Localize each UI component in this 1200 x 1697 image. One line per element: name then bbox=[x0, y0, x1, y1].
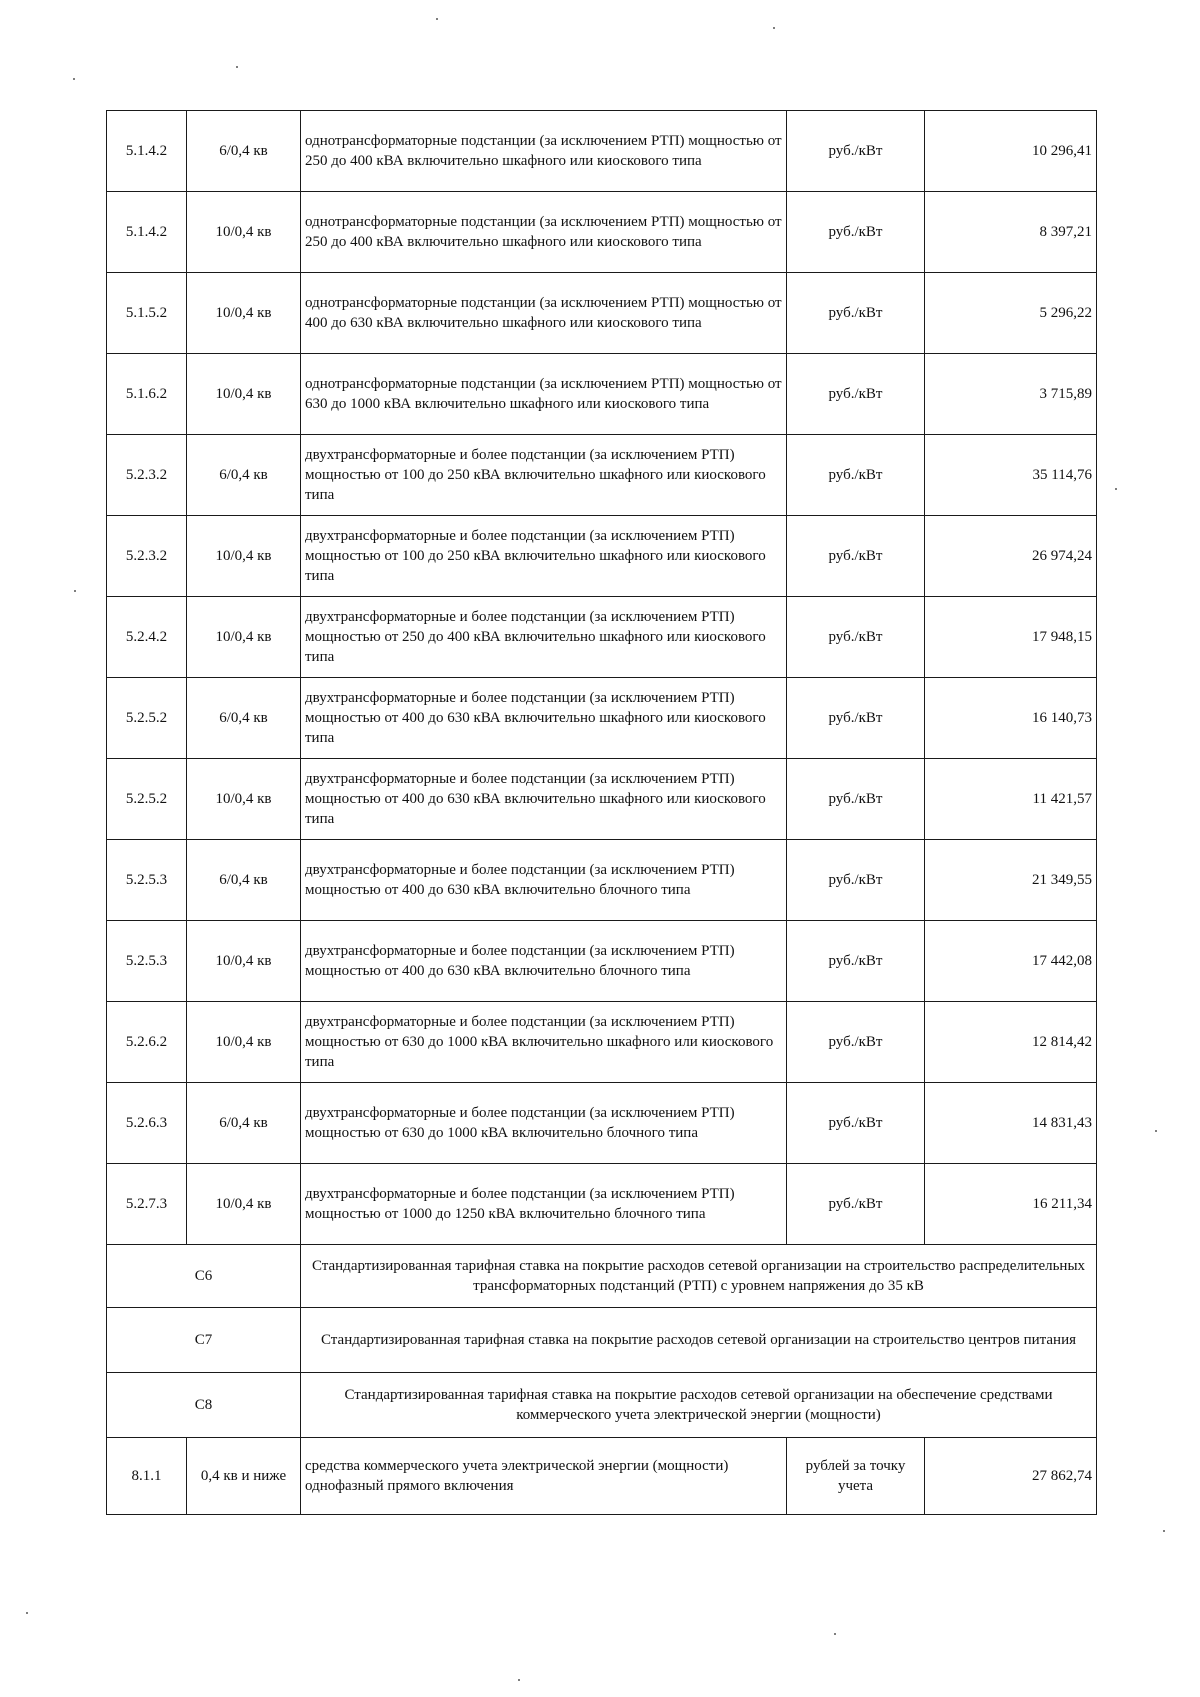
row-voltage: 6/0,4 кв bbox=[187, 840, 301, 921]
section-title: Стандартизированная тарифная ставка на покрытие расходов сетевой организации на строительство распределительных трансформаторных подстанций (РТП) с уровнем напряжения до 35 кВ bbox=[301, 1245, 1097, 1308]
row-description: двухтрансформаторные и более подстанции (за исключением РТП) мощностью от 400 до 630 кВА включительно шкафного или киоскового типа bbox=[301, 678, 787, 759]
section-row bbox=[107, 1373, 1097, 1438]
row-description: однотрансформаторные подстанции (за исключением РТП) мощностью от 250 до 400 кВА включительно шкафного или киоскового типа bbox=[301, 111, 787, 192]
row-description: двухтрансформаторные и более подстанции (за исключением РТП) мощностью от 100 до 250 кВА включительно шкафного или киоскового типа bbox=[301, 516, 787, 597]
section-title: Стандартизированная тарифная ставка на покрытие расходов сетевой организации на строительство центров питания bbox=[301, 1308, 1097, 1373]
row-value: 17 948,15 bbox=[925, 597, 1097, 678]
row-description: двухтрансформаторные и более подстанции (за исключением РТП) мощностью от 400 до 630 кВА включительно шкафного или киоскового типа bbox=[301, 759, 787, 840]
row-description: однотрансформаторные подстанции (за исключением РТП) мощностью от 250 до 400 кВА включительно шкафного или киоскового типа bbox=[301, 192, 787, 273]
section-row bbox=[107, 1308, 1097, 1373]
row-unit: руб./кВт bbox=[787, 354, 925, 435]
scan-speck bbox=[1155, 1130, 1157, 1132]
row-unit: руб./кВт bbox=[787, 435, 925, 516]
row-code: 5.1.4.2 bbox=[107, 111, 187, 192]
row-unit: руб./кВт bbox=[787, 111, 925, 192]
table-row bbox=[107, 273, 1097, 354]
row-voltage: 10/0,4 кв bbox=[187, 516, 301, 597]
row-description: однотрансформаторные подстанции (за исключением РТП) мощностью от 400 до 630 кВА включительно шкафного или киоскового типа bbox=[301, 273, 787, 354]
row-description: однотрансформаторные подстанции (за исключением РТП) мощностью от 630 до 1000 кВА включительно шкафного или киоскового типа bbox=[301, 354, 787, 435]
tariff-table bbox=[106, 110, 1097, 1515]
row-voltage: 10/0,4 кв bbox=[187, 1002, 301, 1083]
scan-speck bbox=[834, 1633, 836, 1635]
row-description: двухтрансформаторные и более подстанции (за исключением РТП) мощностью от 250 до 400 кВА включительно шкафного или киоскового типа bbox=[301, 597, 787, 678]
table-row bbox=[107, 1438, 1097, 1515]
row-code: 5.2.5.2 bbox=[107, 759, 187, 840]
table-row bbox=[107, 1164, 1097, 1245]
row-unit: руб./кВт bbox=[787, 597, 925, 678]
table-row bbox=[107, 111, 1097, 192]
row-code: 5.2.3.2 bbox=[107, 435, 187, 516]
section-code: С8 bbox=[107, 1373, 301, 1438]
row-code: 5.2.3.2 bbox=[107, 516, 187, 597]
row-value: 10 296,41 bbox=[925, 111, 1097, 192]
row-value: 14 831,43 bbox=[925, 1083, 1097, 1164]
row-unit: руб./кВт bbox=[787, 759, 925, 840]
section-title: Стандартизированная тарифная ставка на покрытие расходов сетевой организации на обеспечение средствами коммерческого учета электрической энергии (мощности) bbox=[301, 1373, 1097, 1438]
scan-speck bbox=[436, 18, 438, 20]
row-unit: руб./кВт bbox=[787, 516, 925, 597]
row-code: 5.2.6.3 bbox=[107, 1083, 187, 1164]
row-voltage: 10/0,4 кв bbox=[187, 1164, 301, 1245]
section-row bbox=[107, 1245, 1097, 1308]
table-row bbox=[107, 435, 1097, 516]
scan-speck bbox=[773, 27, 775, 29]
row-description: двухтрансформаторные и более подстанции (за исключением РТП) мощностью от 630 до 1000 кВА включительно шкафного или киоскового типа bbox=[301, 1002, 787, 1083]
row-voltage: 10/0,4 кв bbox=[187, 273, 301, 354]
scan-speck bbox=[74, 590, 76, 592]
row-voltage: 10/0,4 кв bbox=[187, 192, 301, 273]
row-value: 21 349,55 bbox=[925, 840, 1097, 921]
row-description: двухтрансформаторные и более подстанции (за исключением РТП) мощностью от 100 до 250 кВА включительно шкафного или киоскового типа bbox=[301, 435, 787, 516]
row-voltage: 6/0,4 кв bbox=[187, 1083, 301, 1164]
row-value: 16 140,73 bbox=[925, 678, 1097, 759]
scan-speck bbox=[26, 1612, 28, 1614]
row-code: 5.1.6.2 bbox=[107, 354, 187, 435]
scan-speck bbox=[73, 78, 75, 80]
row-code: 5.2.4.2 bbox=[107, 597, 187, 678]
table-row bbox=[107, 921, 1097, 1002]
section-code: С7 bbox=[107, 1308, 301, 1373]
row-voltage: 6/0,4 кв bbox=[187, 111, 301, 192]
row-code: 5.2.7.3 bbox=[107, 1164, 187, 1245]
row-voltage: 10/0,4 кв bbox=[187, 921, 301, 1002]
row-voltage: 0,4 кв и ниже bbox=[187, 1438, 301, 1515]
section-code: С6 bbox=[107, 1245, 301, 1308]
table-row bbox=[107, 678, 1097, 759]
row-code: 5.2.5.3 bbox=[107, 840, 187, 921]
row-voltage: 6/0,4 кв bbox=[187, 435, 301, 516]
row-code: 5.2.6.2 bbox=[107, 1002, 187, 1083]
scan-speck bbox=[236, 66, 238, 68]
row-unit: руб./кВт bbox=[787, 840, 925, 921]
row-voltage: 10/0,4 кв bbox=[187, 597, 301, 678]
row-code: 8.1.1 bbox=[107, 1438, 187, 1515]
table-row bbox=[107, 192, 1097, 273]
row-unit: руб./кВт bbox=[787, 273, 925, 354]
row-unit: руб./кВт bbox=[787, 1164, 925, 1245]
row-value: 16 211,34 bbox=[925, 1164, 1097, 1245]
row-voltage: 6/0,4 кв bbox=[187, 678, 301, 759]
table-row bbox=[107, 354, 1097, 435]
row-value: 17 442,08 bbox=[925, 921, 1097, 1002]
table-row bbox=[107, 1002, 1097, 1083]
scan-speck bbox=[518, 1679, 520, 1681]
scan-speck bbox=[1115, 488, 1117, 490]
row-unit: рублей за точку учета bbox=[787, 1438, 925, 1515]
row-unit: руб./кВт bbox=[787, 1002, 925, 1083]
row-voltage: 10/0,4 кв bbox=[187, 759, 301, 840]
row-value: 12 814,42 bbox=[925, 1002, 1097, 1083]
row-value: 8 397,21 bbox=[925, 192, 1097, 273]
row-unit: руб./кВт bbox=[787, 678, 925, 759]
row-description: двухтрансформаторные и более подстанции (за исключением РТП) мощностью от 400 до 630 кВА включительно блочного типа bbox=[301, 840, 787, 921]
table-row bbox=[107, 516, 1097, 597]
row-description: двухтрансформаторные и более подстанции (за исключением РТП) мощностью от 630 до 1000 кВА включительно блочного типа bbox=[301, 1083, 787, 1164]
row-description: средства коммерческого учета электрической энергии (мощности) однофазный прямого включения bbox=[301, 1438, 787, 1515]
row-value: 3 715,89 bbox=[925, 354, 1097, 435]
scan-speck bbox=[1163, 1530, 1165, 1532]
table-row bbox=[107, 759, 1097, 840]
table-row bbox=[107, 597, 1097, 678]
table-row bbox=[107, 840, 1097, 921]
row-value: 26 974,24 bbox=[925, 516, 1097, 597]
tariff-table-body bbox=[107, 111, 1097, 1515]
row-value: 11 421,57 bbox=[925, 759, 1097, 840]
row-description: двухтрансформаторные и более подстанции (за исключением РТП) мощностью от 1000 до 1250 кВА включительно блочного типа bbox=[301, 1164, 787, 1245]
row-value: 5 296,22 bbox=[925, 273, 1097, 354]
row-value: 27 862,74 bbox=[925, 1438, 1097, 1515]
row-unit: руб./кВт bbox=[787, 921, 925, 1002]
row-unit: руб./кВт bbox=[787, 192, 925, 273]
row-code: 5.1.4.2 bbox=[107, 192, 187, 273]
row-code: 5.2.5.2 bbox=[107, 678, 187, 759]
row-code: 5.2.5.3 bbox=[107, 921, 187, 1002]
table-row bbox=[107, 1083, 1097, 1164]
row-unit: руб./кВт bbox=[787, 1083, 925, 1164]
row-description: двухтрансформаторные и более подстанции (за исключением РТП) мощностью от 400 до 630 кВА включительно блочного типа bbox=[301, 921, 787, 1002]
row-code: 5.1.5.2 bbox=[107, 273, 187, 354]
row-voltage: 10/0,4 кв bbox=[187, 354, 301, 435]
row-value: 35 114,76 bbox=[925, 435, 1097, 516]
